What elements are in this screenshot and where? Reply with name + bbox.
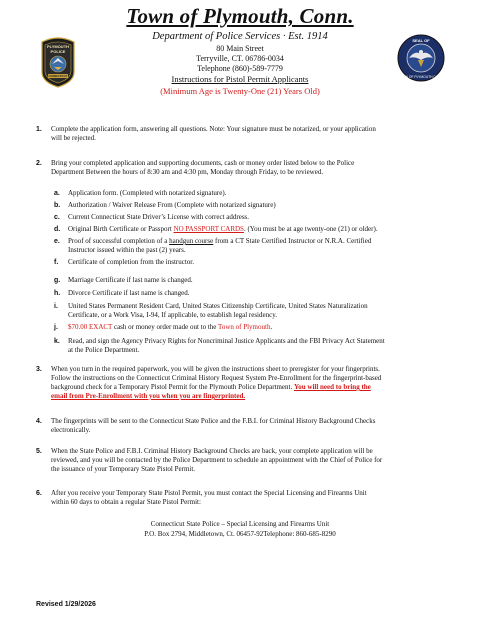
no-passport-cards-note: NO PASSPORT CARDS (173, 225, 244, 233)
fingerprint-email-warning-cont: email from Pre-Enrollment with you when you are fingerprinted. (51, 392, 246, 400)
payee-name: Town of Plymouth (218, 323, 271, 331)
page-title: Town of Plymouth, Conn. (126, 4, 354, 28)
svg-text:SEAL OF: SEAL OF (412, 38, 430, 43)
step-number: 5. (36, 448, 42, 455)
step-text: Department Between the hours of 8:30 am and 4:30 pm, Monday through Friday, to be reviewed. (51, 168, 324, 176)
step-number: 3. (36, 366, 42, 373)
fee-amount: $70.00 EXACT (68, 323, 113, 331)
step-number: 6. (36, 490, 42, 497)
revision-date: Revised 1/29/2026 (36, 601, 96, 608)
step-text: Bring your completed application and supporting documents, cash or money order listed below to the Police (51, 159, 355, 167)
badge-band-text: CONNECTICUT (48, 75, 68, 79)
document-page: PLYMOUTH POLICE CONNECTICUT SEAL OF TOWN OF PLYMOUTH CONN. Town of Plymouth, Conn. Department of Police Services · Est. 1914 80 Main Street Terryville, CT. 06786-0034 Telephone (860)-589-7779 Instructions for Pistol Permit Applicants (Minimum Age is Twenty-One (21) Years Old) 1. Complete the application form, answering all questions. Note: Your signature must be notarized, or your application will be rejected. 2. Bring your completed application and supporting documents, cash or money order listed below to the Police Department Between the hours of 8:30 am and 4:30 pm, Monday through Friday, to be reviewed. a. Application form. (Completed with notarized signature). b. Authorization / Waiver Release From (Complete with notarized signature) c. Current Connecticut State Driver’s License with correct address. d. Original Birth Certificate or Passport NO PASSPORT CARDS. (You must be at age twenty-one (21) or older). e. Proof of successful completion of a handgun course from a CT State Certified Instructor or N.R.A. Certified Instructor issued within the past (2) years. f. Certificate of completion from the instructor. g. Marriage Certificate if last name is changed. h. Divorce Certificate if last name is changed. i. United States Permanent Resident Card, United States Citizenship Certificate, United States Naturalization Certificate, or a Work Visa, I-94, If applicable, to establish legal residency. j. $70.00 EXACT cash or money order made out to the Town of Plymouth. k. Read, and sign the Agency Privacy Rights for Noncriminal Justice Applicants and the FBI Privacy Act Statement at the Police Department. 3. When you turn in the required paperwork, you will be given the instructions sheet to preregister for your fingerprints. Follow the instructions on the Connecticut Criminal History Request System Pre-Enrollment for the fingerprint-based background check for a Temporary Pistol Permit for the Plymouth Police Department. You will need to bring the email from Pre-Enrollment with you when you are fingerprinted. 4. The fingerprints will be sent to the Connecticut State Police and the F.B.I. for Criminal History Background Checks electronically. 5. When the State Police and F.B.I. Criminal History Background Checks are back, your complete application will be reviewed, and you will be contacted by the Police Department to schedule an appointment with the Chief of Police for the issuance of your Temporary State Pistol Permit. 6. After you receive your Temporary State Pistol Permit, you must contact the Special Licensing and Firearms Unit within 60 days to obtain a regular State Pistol Permit: Connecticut State Police – Special Licensing and Firearms Unit P.O. Box 2794, Middletown, Ct. 06457-92Telephone: 860-685-8290 Revised 1/29/2026 (0, 0, 480, 622)
contact-unit: Connecticut State Police – Special Licensing and Firearms Unit (150, 520, 330, 528)
instructions-heading: Instructions for Pistol Permit Applicants (171, 74, 309, 84)
step-number: 2. (36, 160, 42, 167)
badge-top-text: PLYMOUTH (46, 44, 70, 49)
step-text: will be rejected. (51, 134, 96, 142)
minimum-age-note: (Minimum Age is Twenty-One (21) Years Old) (160, 86, 320, 96)
department-name: Department of Police Services · Est. 1914 (152, 31, 328, 42)
address-phone: Telephone (860)-589-7779 (197, 64, 283, 73)
step-number: 4. (36, 418, 42, 425)
step-number: 1. (36, 126, 42, 133)
badge-bottom-text: POLICE (50, 49, 66, 54)
step-text: Complete the application form, answering all questions. Note: Your signature must be notarized, or your application (51, 125, 376, 133)
fingerprint-email-warning: You will need to bring the (293, 383, 371, 391)
contact-address: P.O. Box 2794, Middletown, Ct. 06457-92Telephone: 860-685-8290 (144, 530, 336, 538)
address-city: Terryville, CT. 06786-0034 (196, 54, 284, 63)
address-street: 80 Main Street (216, 44, 264, 53)
svg-text:TOWN OF PLYMOUTH CONN.: TOWN OF PLYMOUTH CONN. (397, 75, 445, 79)
